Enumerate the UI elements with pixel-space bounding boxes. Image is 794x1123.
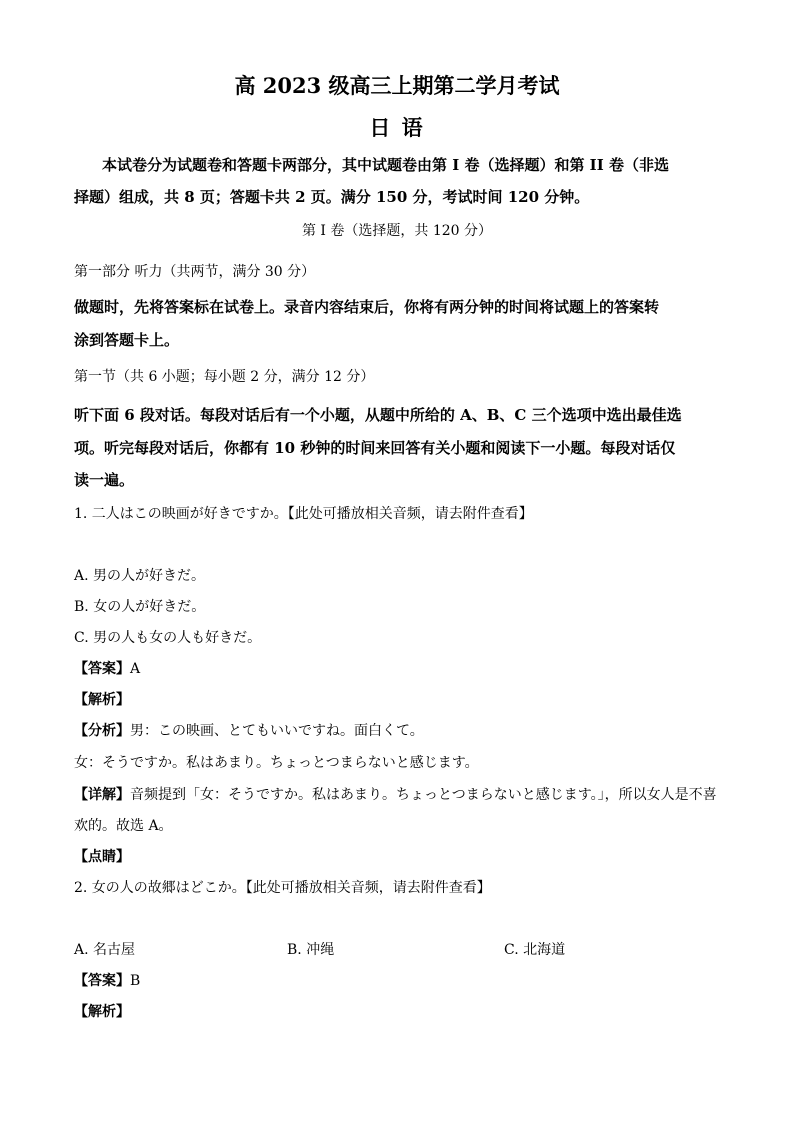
section1-heading: 第一节（共 6 小题；每小题 2 分，满分 12 分） — [74, 369, 375, 385]
q1-fenxi-text: 男：この映画、とてもいいですね。面白くて。 — [130, 723, 424, 739]
q2-answer — [74, 970, 140, 990]
q1-option-a: A. 男の人が好きだ。 — [74, 568, 206, 584]
q1-detail-text-2: 欢的。故选 A。 — [74, 818, 173, 834]
q1-dianjing-tag: 【点睛】 — [74, 849, 130, 865]
q1-analysis-tag: 【解析】 — [74, 692, 130, 708]
q2-option-b: B. 冲绳 — [287, 942, 335, 958]
q1-detail-text-1: 音频提到「女：そうですか。私はあまり。ちょっとつまらないと感じます。」，所以女人是不喜 — [130, 787, 717, 803]
q2-option-a: A. 名古屋 — [74, 942, 136, 958]
section1-instruction-3: 读一遍。 — [74, 471, 135, 489]
q1-detail-tag: 【详解】 — [74, 787, 130, 803]
part1-instruction-1: 做题时，先将答案标在试卷上。录音内容结束后，你将有两分钟的时间将试题上的答案转 — [74, 298, 660, 316]
volume1-heading: 第 I 卷（选择题，共 120 分） — [301, 223, 493, 239]
q1-dialog-woman: 女：そうですか。私はあまり。ちょっとつまらないと感じます。 — [74, 755, 479, 771]
part1-heading: 第一部分 听力（共两节，满分 30 分） — [74, 264, 316, 280]
intro-line-1: 本试卷分为试题卷和答题卡两部分，其中试题卷由第 I 卷（选择题）和第 II 卷（非选 — [102, 156, 669, 174]
q2-option-c: C. 北海道 — [504, 942, 566, 958]
q1-answer — [74, 658, 140, 678]
q1-question: 1. 二人はこの映画が好きですか。【此处可播放相关音频，请去附件查看】 — [74, 506, 533, 522]
section1-instruction-2: 项。听完每段对话后，你都有 10 秒钟的时间来回答有关小题和阅读下一小题。每段对话仅 — [74, 439, 676, 457]
q2-answer-tag: 【答案】 — [74, 973, 130, 989]
q1-answer-tag: 【答案】 — [74, 661, 130, 677]
q1-option-b: B. 女の人が好きだ。 — [74, 599, 206, 615]
part1-instruction-2: 涂到答题卡上。 — [74, 331, 180, 349]
section1-instruction-1: 听下面 6 段对话。每段对话后有一个小题，从题中所给的 A、B、C 三个选项中选出最佳选 — [74, 406, 682, 424]
q1-answer-value: A — [130, 661, 141, 677]
intro-line-2: 择题）组成，共 8 页；答题卡共 2 页。满分 150 分，考试时间 120 分钟。 — [74, 188, 590, 206]
q2-analysis-tag: 【解析】 — [74, 1004, 130, 1020]
q2-question: 2. 女の人の故郷はどこか。【此处可播放相关音频，请去附件查看】 — [74, 880, 491, 896]
q1-fenxi — [74, 720, 424, 740]
q1-fenxi-tag: 【分析】 — [74, 723, 130, 739]
q2-answer-value: B — [130, 973, 141, 989]
subject-title: 日 语 — [369, 115, 425, 140]
q1-detail — [74, 784, 717, 804]
q1-option-c: C. 男の人も女の人も好きだ。 — [74, 630, 262, 646]
page-title: 高 2023 级高三上期第二学月考试 — [234, 73, 560, 98]
